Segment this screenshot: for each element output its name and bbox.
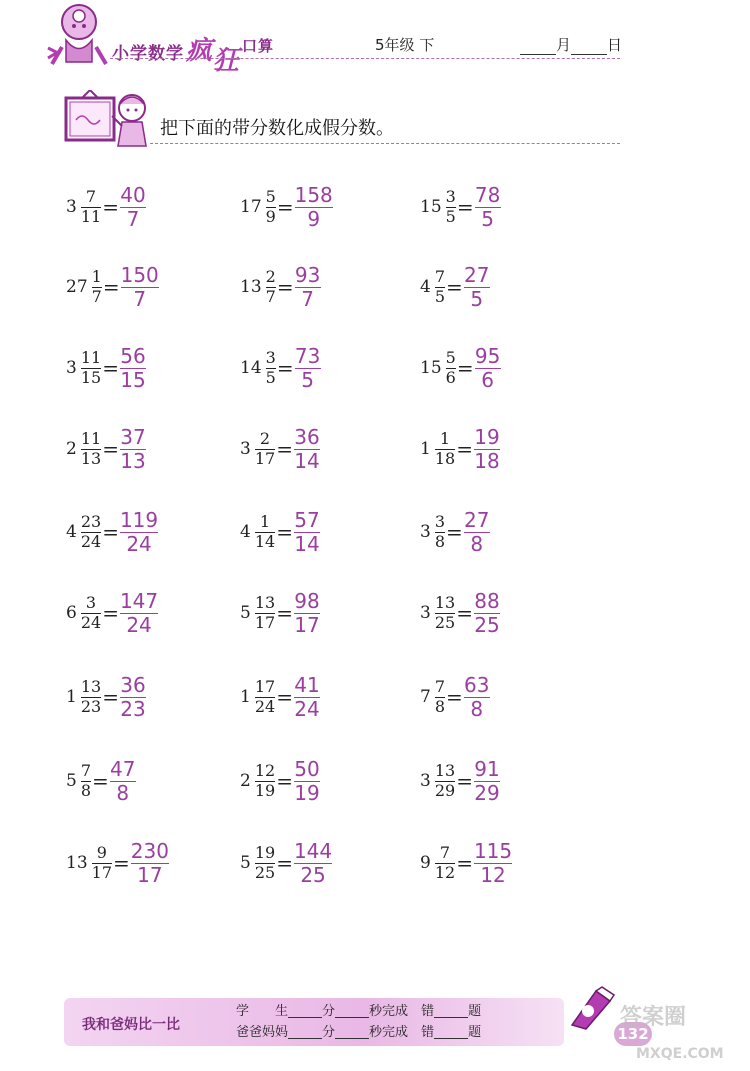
fraction xyxy=(254,511,276,551)
answer-fraction[interactable] xyxy=(294,672,320,721)
problem-item xyxy=(420,746,500,816)
answer-denominator: 14 xyxy=(294,448,320,473)
fraction xyxy=(80,428,102,468)
page-header xyxy=(0,0,750,75)
problem-item xyxy=(420,252,490,322)
denominator: 14 xyxy=(254,531,276,551)
answer-numerator: 150 xyxy=(120,262,159,287)
numerator: 7 xyxy=(434,266,446,286)
denominator: 19 xyxy=(254,780,276,800)
equals-sign: = xyxy=(456,356,474,380)
equals-sign: = xyxy=(456,437,473,461)
answer-fraction[interactable] xyxy=(120,424,146,473)
fraction xyxy=(80,760,92,800)
whole-number: 3 xyxy=(420,522,431,542)
whole-number: 5 xyxy=(66,771,77,791)
instruction-text: 把下面的带分数化成假分数。 xyxy=(160,118,394,139)
answer-denominator: 12 xyxy=(480,862,506,887)
pencil-icon xyxy=(566,985,616,1030)
watermark-url: MXQE.COM xyxy=(636,1046,724,1062)
equals-sign: = xyxy=(113,851,130,875)
answer-denominator: 25 xyxy=(474,612,500,637)
watermark: 答案圈 xyxy=(620,1005,687,1030)
equals-sign: = xyxy=(446,275,463,299)
answer-denominator: 29 xyxy=(474,780,500,805)
numerator: 13 xyxy=(254,592,276,612)
denominator: 12 xyxy=(434,862,456,882)
fraction xyxy=(434,760,456,800)
page-number: 132 xyxy=(614,1022,652,1046)
instruction-divider xyxy=(150,143,620,144)
parents-score-line xyxy=(236,1022,481,1043)
fraction xyxy=(254,676,276,716)
series-oral-label: 口算 xyxy=(242,37,275,55)
denominator: 17 xyxy=(254,612,276,632)
problem-item xyxy=(66,172,146,242)
denominator: 13 xyxy=(80,448,102,468)
whole-number: 9 xyxy=(420,853,431,873)
fraction xyxy=(434,592,456,632)
numerator: 5 xyxy=(445,347,456,367)
numerator: 7 xyxy=(80,760,92,780)
answer-fraction[interactable] xyxy=(130,838,169,887)
answer-numerator: 36 xyxy=(294,424,320,449)
fraction xyxy=(80,511,102,551)
answer-denominator: 14 xyxy=(294,531,320,556)
answer-denominator: 8 xyxy=(470,696,484,721)
fraction xyxy=(265,186,276,226)
denominator: 8 xyxy=(80,780,92,800)
answer-numerator: 119 xyxy=(119,507,159,532)
numerator: 13 xyxy=(80,676,102,696)
student-min-blank[interactable] xyxy=(288,1005,322,1018)
parents-label: 爸爸妈妈 xyxy=(236,1025,289,1040)
fraction xyxy=(434,842,456,882)
answer-numerator: 27 xyxy=(464,507,490,532)
answer-denominator: 24 xyxy=(126,531,152,556)
problem-item xyxy=(240,333,321,403)
whole-number: 1 xyxy=(66,687,77,707)
answer-numerator: 27 xyxy=(464,262,490,287)
whole-number: 1 xyxy=(420,439,431,459)
numerator: 3 xyxy=(265,347,276,367)
numerator: 2 xyxy=(265,266,276,286)
compare-footer xyxy=(64,998,564,1046)
denominator: 25 xyxy=(254,862,276,882)
answer-fraction[interactable] xyxy=(120,182,146,231)
numerator: 7 xyxy=(439,842,451,862)
denominator: 23 xyxy=(80,696,102,716)
answer-fraction[interactable] xyxy=(120,343,146,392)
denominator: 5 xyxy=(434,286,446,306)
equals-sign: = xyxy=(276,685,293,709)
footer-title: 我和爸妈比一比 xyxy=(82,1017,180,1033)
problem-item xyxy=(420,828,512,898)
equals-sign: = xyxy=(276,275,294,299)
answer-numerator: 63 xyxy=(464,672,490,697)
numerator: 17 xyxy=(254,676,276,696)
answer-numerator: 230 xyxy=(130,838,169,863)
equals-sign: = xyxy=(276,437,293,461)
problem-item xyxy=(66,662,146,732)
denominator: 5 xyxy=(265,367,276,387)
footer-score-lines xyxy=(236,1001,481,1043)
numerator: 12 xyxy=(254,760,276,780)
whole-number: 4 xyxy=(420,277,431,297)
denominator: 6 xyxy=(445,367,456,387)
numerator: 11 xyxy=(80,428,102,448)
answer-fraction[interactable] xyxy=(474,343,501,392)
student-wrong-blank[interactable] xyxy=(434,1005,468,1018)
series-name: 小学数学 xyxy=(112,44,184,64)
equals-sign: = xyxy=(456,769,473,793)
problem-item xyxy=(66,828,169,898)
fraction xyxy=(434,511,446,551)
min-label: 分 xyxy=(322,1004,336,1019)
problem-item xyxy=(66,414,146,484)
problem-item xyxy=(240,497,320,567)
answer-denominator: 8 xyxy=(116,780,130,805)
fraction xyxy=(445,347,456,387)
denominator: 29 xyxy=(434,780,456,800)
answer-numerator: 36 xyxy=(120,672,146,697)
answer-denominator: 19 xyxy=(294,780,320,805)
numerator: 13 xyxy=(434,592,456,612)
answer-fraction[interactable] xyxy=(294,182,333,231)
questions-label: 题 xyxy=(468,1004,482,1019)
answer-fraction[interactable] xyxy=(474,588,500,637)
whole-number: 17 xyxy=(240,197,262,217)
student-sec-blank[interactable] xyxy=(335,1005,369,1018)
problem-item xyxy=(66,497,158,567)
problem-item xyxy=(240,252,321,322)
whole-number: 13 xyxy=(240,277,262,297)
whole-number: 6 xyxy=(66,603,77,623)
student-score-line xyxy=(236,1001,481,1022)
denominator: 25 xyxy=(434,612,456,632)
student-label: 学 生 xyxy=(236,1004,289,1019)
parents-min-blank[interactable] xyxy=(288,1026,322,1039)
series-crazy-char-2: 狂 xyxy=(213,46,241,76)
answer-denominator: 7 xyxy=(301,286,314,311)
wrong-label: 错 xyxy=(421,1025,435,1040)
denominator: 7 xyxy=(91,286,102,306)
answer-numerator: 98 xyxy=(294,588,320,613)
whole-number: 4 xyxy=(66,522,77,542)
answer-denominator: 5 xyxy=(481,206,494,231)
whole-number: 2 xyxy=(66,439,77,459)
numerator: 23 xyxy=(80,511,102,531)
answer-fraction[interactable] xyxy=(294,507,320,556)
problem-item xyxy=(240,662,320,732)
answer-numerator: 19 xyxy=(474,424,500,449)
denominator: 18 xyxy=(434,448,456,468)
denominator: 7 xyxy=(265,286,276,306)
answer-numerator: 93 xyxy=(294,262,321,287)
problem-item xyxy=(420,497,490,567)
numerator: 1 xyxy=(439,428,451,448)
whole-number: 14 xyxy=(240,358,262,378)
fraction xyxy=(91,842,112,882)
answer-fraction[interactable] xyxy=(294,424,320,473)
answer-fraction[interactable] xyxy=(119,588,159,637)
day-blank xyxy=(571,40,607,55)
denominator: 8 xyxy=(434,531,446,551)
fraction xyxy=(254,842,276,882)
problem-item xyxy=(240,828,332,898)
answer-denominator: 15 xyxy=(120,367,146,392)
whole-number: 1 xyxy=(240,687,251,707)
numerator: 1 xyxy=(259,511,271,531)
parents-wrong-blank[interactable] xyxy=(434,1026,468,1039)
answer-numerator: 47 xyxy=(110,756,136,781)
equals-sign: = xyxy=(92,769,109,793)
answer-numerator: 41 xyxy=(294,672,320,697)
answer-numerator: 78 xyxy=(474,182,501,207)
denominator: 24 xyxy=(80,531,102,551)
numerator: 7 xyxy=(85,186,97,206)
whole-number: 3 xyxy=(420,771,431,791)
numerator: 11 xyxy=(80,347,102,367)
mascot-icon xyxy=(44,2,114,72)
fraction xyxy=(265,266,276,306)
answer-numerator: 144 xyxy=(293,838,333,863)
equals-sign: = xyxy=(276,601,293,625)
answer-numerator: 115 xyxy=(473,838,513,863)
answer-denominator: 6 xyxy=(481,367,494,392)
parents-sec-blank[interactable] xyxy=(335,1026,369,1039)
answer-fraction[interactable] xyxy=(293,838,333,887)
day-label: 日 xyxy=(607,36,623,54)
answer-denominator: 17 xyxy=(294,612,320,637)
answer-numerator: 57 xyxy=(294,507,320,532)
numerator: 5 xyxy=(265,186,276,206)
answer-fraction[interactable] xyxy=(120,262,159,311)
whole-number: 2 xyxy=(240,771,251,791)
answer-denominator: 18 xyxy=(474,448,500,473)
whole-number: 13 xyxy=(66,853,88,873)
problem-item xyxy=(66,578,158,648)
answer-denominator: 7 xyxy=(126,206,140,231)
whole-number: 15 xyxy=(420,197,442,217)
series-title xyxy=(112,30,275,76)
wrong-label: 错 xyxy=(421,1004,435,1019)
series-crazy-char: 疯 xyxy=(186,36,214,66)
fraction xyxy=(80,186,102,226)
month-label: 月 xyxy=(556,36,572,54)
answer-fraction[interactable] xyxy=(294,756,320,805)
numerator: 1 xyxy=(91,266,102,286)
problem-item xyxy=(66,252,159,322)
fraction xyxy=(254,760,276,800)
answer-fraction[interactable] xyxy=(464,672,490,721)
equals-sign: = xyxy=(276,769,293,793)
answer-fraction[interactable] xyxy=(474,424,500,473)
answer-fraction[interactable] xyxy=(474,182,501,231)
denominator: 9 xyxy=(265,206,276,226)
answer-fraction[interactable] xyxy=(110,756,136,805)
fraction xyxy=(254,428,276,468)
equals-sign: = xyxy=(102,195,119,219)
denominator: 24 xyxy=(254,696,276,716)
equals-sign: = xyxy=(102,437,119,461)
fraction xyxy=(434,266,446,306)
whole-number: 4 xyxy=(240,522,251,542)
problem-item xyxy=(66,746,136,816)
fraction xyxy=(445,186,456,226)
answer-fraction[interactable] xyxy=(294,262,321,311)
equals-sign: = xyxy=(102,520,119,544)
equals-sign: = xyxy=(102,356,119,380)
answer-fraction[interactable] xyxy=(294,588,320,637)
answer-numerator: 56 xyxy=(120,343,146,368)
answer-numerator: 158 xyxy=(294,182,333,207)
answer-fraction[interactable] xyxy=(464,262,490,311)
answer-denominator: 5 xyxy=(301,367,314,392)
sec-done-label: 秒完成 xyxy=(369,1004,409,1019)
denominator: 15 xyxy=(80,367,102,387)
answer-numerator: 95 xyxy=(474,343,501,368)
problem-item xyxy=(420,172,501,242)
answer-fraction[interactable] xyxy=(464,507,490,556)
answer-numerator: 50 xyxy=(294,756,320,781)
denominator: 17 xyxy=(254,448,276,468)
answer-denominator: 7 xyxy=(133,286,147,311)
denominator: 11 xyxy=(80,206,102,226)
equals-sign: = xyxy=(456,601,473,625)
date-field xyxy=(520,34,622,55)
answer-denominator: 5 xyxy=(470,286,484,311)
problem-item xyxy=(240,172,333,242)
whole-number: 3 xyxy=(240,439,251,459)
answer-numerator: 73 xyxy=(294,343,321,368)
whole-number: 3 xyxy=(420,603,431,623)
whole-number: 15 xyxy=(420,358,442,378)
answer-denominator: 9 xyxy=(307,206,321,231)
month-blank xyxy=(520,40,556,55)
whole-number: 3 xyxy=(66,358,77,378)
denominator: 17 xyxy=(91,862,112,882)
answer-denominator: 24 xyxy=(294,696,320,721)
denominator: 24 xyxy=(80,612,102,632)
problem-item xyxy=(66,333,146,403)
answer-fraction[interactable] xyxy=(119,507,159,556)
whole-number: 5 xyxy=(240,853,251,873)
whole-number: 7 xyxy=(420,687,431,707)
equals-sign: = xyxy=(456,851,473,875)
answer-denominator: 23 xyxy=(120,696,146,721)
equals-sign: = xyxy=(276,520,293,544)
equals-sign: = xyxy=(276,195,294,219)
chalkboard-girl-icon xyxy=(62,90,152,152)
answer-fraction[interactable] xyxy=(474,756,500,805)
denominator: 8 xyxy=(434,696,446,716)
numerator: 3 xyxy=(445,186,456,206)
fraction xyxy=(265,347,276,387)
answer-numerator: 147 xyxy=(119,588,159,613)
answer-numerator: 40 xyxy=(120,182,146,207)
fraction xyxy=(434,428,456,468)
fraction xyxy=(434,676,446,716)
numerator: 19 xyxy=(254,842,276,862)
equals-sign: = xyxy=(446,520,463,544)
answer-denominator: 17 xyxy=(137,862,163,887)
answer-fraction[interactable] xyxy=(294,343,321,392)
grade-label: 5年级 下 xyxy=(375,36,435,54)
problem-item xyxy=(240,578,320,648)
numerator: 7 xyxy=(434,676,446,696)
whole-number: 5 xyxy=(240,603,251,623)
answer-numerator: 88 xyxy=(474,588,500,613)
problem-item xyxy=(240,414,320,484)
numerator: 9 xyxy=(96,842,107,862)
header-divider xyxy=(110,58,620,59)
equals-sign: = xyxy=(276,851,293,875)
answer-denominator: 25 xyxy=(300,862,326,887)
sec-done-label: 秒完成 xyxy=(369,1025,409,1040)
fraction xyxy=(91,266,102,306)
fraction xyxy=(80,676,102,716)
answer-numerator: 91 xyxy=(474,756,500,781)
numerator: 13 xyxy=(434,760,456,780)
answer-fraction[interactable] xyxy=(120,672,146,721)
equals-sign: = xyxy=(102,601,119,625)
answer-denominator: 24 xyxy=(126,612,152,637)
fraction xyxy=(80,592,102,632)
equals-sign: = xyxy=(102,275,120,299)
whole-number: 3 xyxy=(66,197,77,217)
numerator: 2 xyxy=(259,428,271,448)
answer-fraction[interactable] xyxy=(473,838,513,887)
problem-item xyxy=(240,746,320,816)
numerator: 3 xyxy=(434,511,446,531)
min-label: 分 xyxy=(322,1025,336,1040)
equals-sign: = xyxy=(446,685,463,709)
equals-sign: = xyxy=(102,685,119,709)
whole-number: 27 xyxy=(66,277,88,297)
problem-item xyxy=(420,578,500,648)
denominator: 5 xyxy=(445,206,456,226)
answer-numerator: 37 xyxy=(120,424,146,449)
numerator: 3 xyxy=(85,592,97,612)
equals-sign: = xyxy=(456,195,474,219)
problem-item xyxy=(420,662,490,732)
answer-denominator: 13 xyxy=(120,448,146,473)
fraction xyxy=(80,347,102,387)
problem-item xyxy=(420,333,501,403)
fraction xyxy=(254,592,276,632)
equals-sign: = xyxy=(276,356,294,380)
problem-item xyxy=(420,414,500,484)
questions-label: 题 xyxy=(468,1025,482,1040)
answer-denominator: 8 xyxy=(470,531,484,556)
